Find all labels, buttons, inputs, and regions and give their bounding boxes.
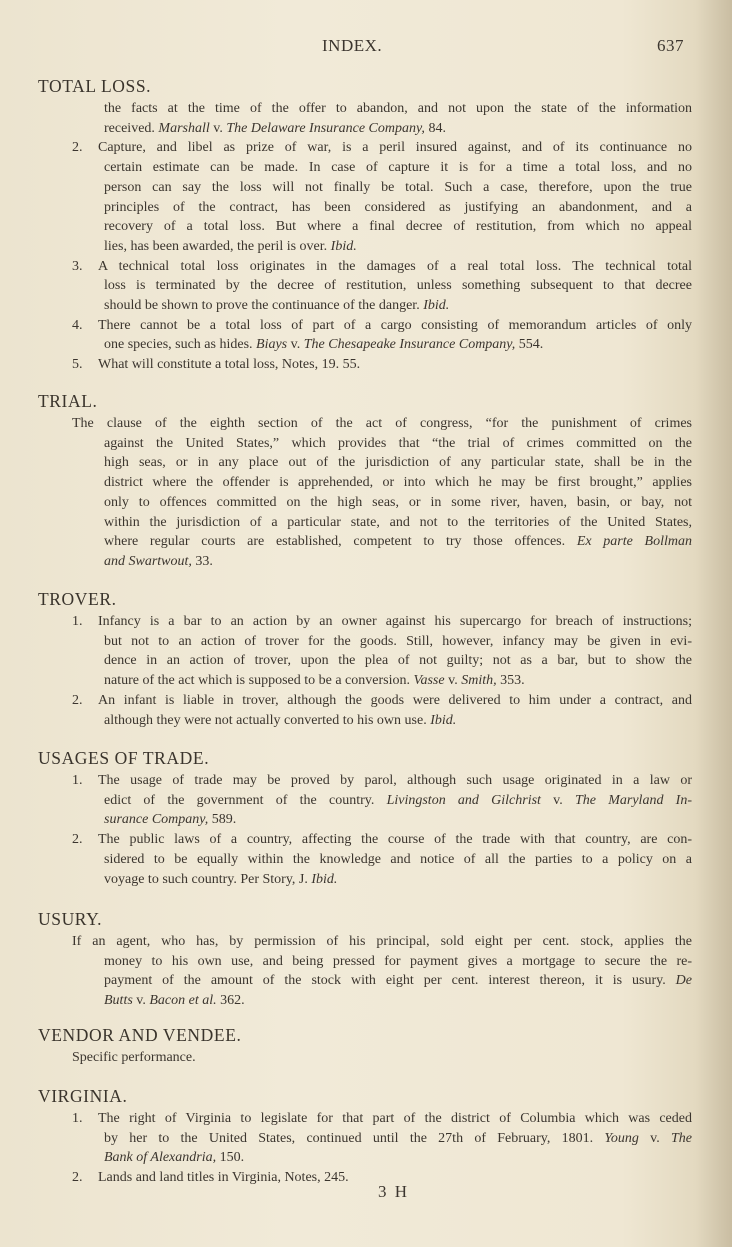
entry-line bbox=[104, 120, 692, 138]
case-citation: Vasse bbox=[413, 673, 445, 689]
entry-line bbox=[72, 1110, 692, 1128]
entry-number: 2. bbox=[72, 140, 83, 156]
entry-text: v. bbox=[540, 792, 575, 808]
entry-number: 1. bbox=[72, 773, 83, 788]
entry-line bbox=[104, 297, 692, 315]
entry-text: sidered to be equally within the knowledge and notice of all the parties to a policy on a bbox=[104, 851, 692, 867]
entry-line bbox=[104, 494, 692, 512]
entry-text: certain estimate can be made. In case of capture it is for a time a total loss, and no bbox=[104, 160, 692, 176]
entry-line bbox=[72, 356, 692, 374]
entry-text: dence in an action of trover, upon the plea of not guilty; not as a bar, but to show the bbox=[104, 653, 692, 669]
entry-number: 4. bbox=[72, 317, 83, 333]
entry-text: 33. bbox=[191, 553, 213, 569]
entry-text: one species, such as hides. bbox=[104, 337, 257, 353]
case-citation: Bacon et al. bbox=[149, 993, 217, 1009]
signature-mark: 3 H bbox=[378, 1182, 410, 1201]
entry-text: edict of the government of the country. bbox=[104, 792, 387, 808]
case-citation: Bank of Alexandria, bbox=[104, 1150, 217, 1166]
entry-line bbox=[104, 533, 692, 551]
entry-line bbox=[104, 992, 692, 1010]
case-citation: and Swartwout, bbox=[104, 553, 192, 569]
case-citation: Marshall bbox=[158, 120, 210, 136]
entry-line bbox=[104, 1149, 692, 1167]
case-citation: Young bbox=[604, 1130, 639, 1146]
entry-line bbox=[104, 972, 692, 990]
entry-line bbox=[72, 139, 692, 157]
entry-text: received. bbox=[104, 120, 159, 136]
entry-line bbox=[72, 415, 692, 433]
entry-line bbox=[104, 792, 692, 810]
section-heading: TOTAL LOSS. bbox=[38, 76, 152, 96]
case-citation: Ibid. bbox=[423, 298, 450, 313]
entry-line bbox=[72, 1049, 692, 1067]
entry-text: The right of Virginia to legislate for that part of the district of Columbia which was ceded bbox=[98, 1111, 692, 1126]
entry-text: although they were not actually converted to his own use. bbox=[104, 712, 431, 728]
entry-line bbox=[72, 933, 692, 951]
entry-number: 2. bbox=[72, 692, 83, 708]
section-heading: TROVER. bbox=[38, 589, 117, 609]
case-citation: Biays bbox=[256, 337, 288, 353]
entry-text: The public laws of a country, affecting the course of the trade with that country, are con- bbox=[98, 832, 692, 848]
entry-text: What will constitute a total loss, Notes, 19. 55. bbox=[98, 357, 361, 373]
entry-line bbox=[72, 613, 692, 631]
entry-line bbox=[104, 953, 692, 971]
entry-text: The clause of the eighth section of the act of congress, “for the punishment of crimes bbox=[72, 416, 692, 431]
entry-line bbox=[104, 553, 692, 571]
entry-text: high seas, or in any place out of the jurisdiction of any particular state, shall be in the bbox=[104, 455, 692, 471]
section-heading: USURY. bbox=[38, 909, 103, 929]
case-citation: Ibid. bbox=[330, 238, 357, 254]
entry-text: 362. bbox=[216, 993, 245, 1009]
case-citation: Livingston and Gilchrist bbox=[386, 792, 541, 808]
entry-line bbox=[104, 851, 692, 869]
case-citation: Smith, bbox=[461, 673, 497, 689]
case-citation: surance Company, bbox=[104, 812, 209, 828]
entry-text: 353. bbox=[496, 673, 525, 689]
entry-line bbox=[72, 772, 692, 790]
entry-text: principles of the contract, has been considered as justifying an abandonment, and a bbox=[104, 199, 692, 215]
entry-text: district where the offender is apprehended, or into which he may be first brought,” applies bbox=[104, 475, 692, 491]
entry-text: v. bbox=[444, 673, 462, 689]
entry-line bbox=[104, 672, 692, 690]
entry-text: v. bbox=[209, 120, 227, 136]
entry-line bbox=[72, 831, 692, 849]
entry-line bbox=[104, 1130, 692, 1148]
case-citation: Ex parte Bollman bbox=[576, 534, 692, 550]
entry-line bbox=[104, 712, 692, 730]
entry-text: 589. bbox=[208, 812, 237, 828]
entry-text: 150. bbox=[216, 1150, 245, 1166]
entry-text: person can say the loss will not finally be total. Such a case, therefore, upon the true bbox=[104, 179, 692, 195]
case-citation: The Maryland In- bbox=[575, 792, 692, 808]
entry-line bbox=[104, 179, 692, 197]
entry-text: lies, has been awarded, the peril is over. bbox=[104, 238, 331, 254]
section-heading: VIRGINIA. bbox=[38, 1086, 128, 1106]
entry-text: should be shown to prove the continuance of the danger. bbox=[104, 298, 424, 313]
entry-number: 1. bbox=[72, 614, 83, 629]
case-citation: Ibid. bbox=[311, 871, 338, 887]
entry-number: 1. bbox=[72, 1111, 83, 1126]
entry-text: recovery of a total loss. But where a final decree of restitution, from which no appeal bbox=[104, 219, 692, 235]
entry-text: within the jurisdiction of a particular state, and not to the territories of the United States, bbox=[104, 514, 692, 530]
entry-text: Capture, and libel as prize of war, is a peril insured against, and of its continuance no bbox=[98, 140, 692, 156]
case-citation: The Delaware Insurance Company, bbox=[226, 120, 425, 136]
entry-text: but not to an action of trover for the goods. Still, however, infancy may be given in evi- bbox=[104, 633, 692, 649]
entry-number: 3. bbox=[72, 258, 83, 274]
page-number: 637 bbox=[657, 36, 684, 55]
entry-text: A technical total loss originates in the damages of a real total loss. The technical total bbox=[98, 258, 692, 274]
entry-line bbox=[104, 336, 692, 354]
entry-text: Infancy is a bar to an action by an owner against his supercargo for breach of instructions; bbox=[98, 614, 692, 629]
entry-text: The usage of trade may be proved by parol, although such usage originated in a law or bbox=[98, 773, 692, 788]
entry-line bbox=[104, 100, 692, 118]
entry-text: 84. bbox=[424, 120, 446, 136]
entry-text: only to offences committed on the high seas, or in some river, haven, basin, or bay, not bbox=[104, 494, 692, 510]
entry-text: money to his own use, and being pressed for payment gives a mortgage to secure the re- bbox=[104, 953, 692, 969]
entry-number: 5. bbox=[72, 357, 83, 373]
case-citation: Butts bbox=[104, 993, 133, 1009]
entry-line bbox=[104, 218, 692, 236]
entry-text: against the United States,” which provides that “the trial of crimes committed on the bbox=[104, 435, 692, 451]
entry-text: v. bbox=[287, 337, 304, 353]
case-citation: Ibid. bbox=[430, 712, 457, 728]
entry-line bbox=[104, 238, 692, 256]
section-heading: VENDOR AND VENDEE. bbox=[38, 1025, 242, 1045]
entry-text: If an agent, who has, by permission of his principal, sold eight per cent. stock, applies the bbox=[72, 934, 692, 949]
section-heading: USAGES OF TRADE. bbox=[38, 748, 210, 768]
entry-text: Specific performance. bbox=[72, 1050, 196, 1065]
entry-text: the facts at the time of the offer to abandon, and not upon the state of the information bbox=[104, 101, 692, 116]
entry-text: voyage to such country. Per Story, J. bbox=[104, 871, 312, 887]
entry-line bbox=[104, 811, 692, 829]
entry-line bbox=[104, 633, 692, 651]
entry-line bbox=[72, 317, 692, 335]
running-head-title: INDEX. bbox=[322, 36, 383, 55]
case-citation: De bbox=[675, 973, 692, 989]
entry-number: 2. bbox=[72, 832, 83, 848]
entry-text: nature of the act which is supposed to be a conversion. bbox=[104, 673, 414, 689]
entry-text: v. bbox=[638, 1130, 672, 1146]
entry-line bbox=[104, 277, 692, 295]
case-citation: The bbox=[671, 1130, 693, 1146]
entry-line bbox=[72, 692, 692, 710]
entry-text: where regular courts are established, competent to try those offences. bbox=[104, 534, 577, 550]
entry-text: by her to the United States, continued until the 27th of February, 1801. bbox=[104, 1130, 605, 1146]
entry-line bbox=[104, 652, 692, 670]
entry-line bbox=[104, 435, 692, 453]
entry-text: v. bbox=[132, 993, 150, 1009]
entry-line bbox=[72, 258, 692, 276]
entry-number: 2. bbox=[72, 1170, 83, 1186]
entry-text: An infant is liable in trover, although the goods were delivered to him under a contract, and bbox=[98, 692, 692, 708]
entry-line bbox=[104, 199, 692, 217]
entry-line bbox=[104, 871, 692, 889]
section-heading: TRIAL. bbox=[38, 391, 98, 411]
case-citation: The Chesapeake Insurance Company, bbox=[303, 337, 516, 353]
entry-text: Lands and land titles in Virginia, Notes, 245. bbox=[98, 1170, 349, 1186]
entry-text: loss is terminated by the decree of restitution, unless something subsequent to that decree bbox=[104, 278, 692, 294]
entry-line bbox=[104, 474, 692, 492]
entry-text: payment of the amount of the stock with eight per cent. interest thereon, it is usury. bbox=[104, 973, 676, 989]
entry-line bbox=[104, 514, 692, 532]
entry-line bbox=[104, 454, 692, 472]
entry-line bbox=[104, 159, 692, 177]
entry-text: There cannot be a total loss of part of a cargo consisting of memorandum articles of only bbox=[98, 317, 692, 333]
entry-text: 554. bbox=[515, 337, 544, 353]
